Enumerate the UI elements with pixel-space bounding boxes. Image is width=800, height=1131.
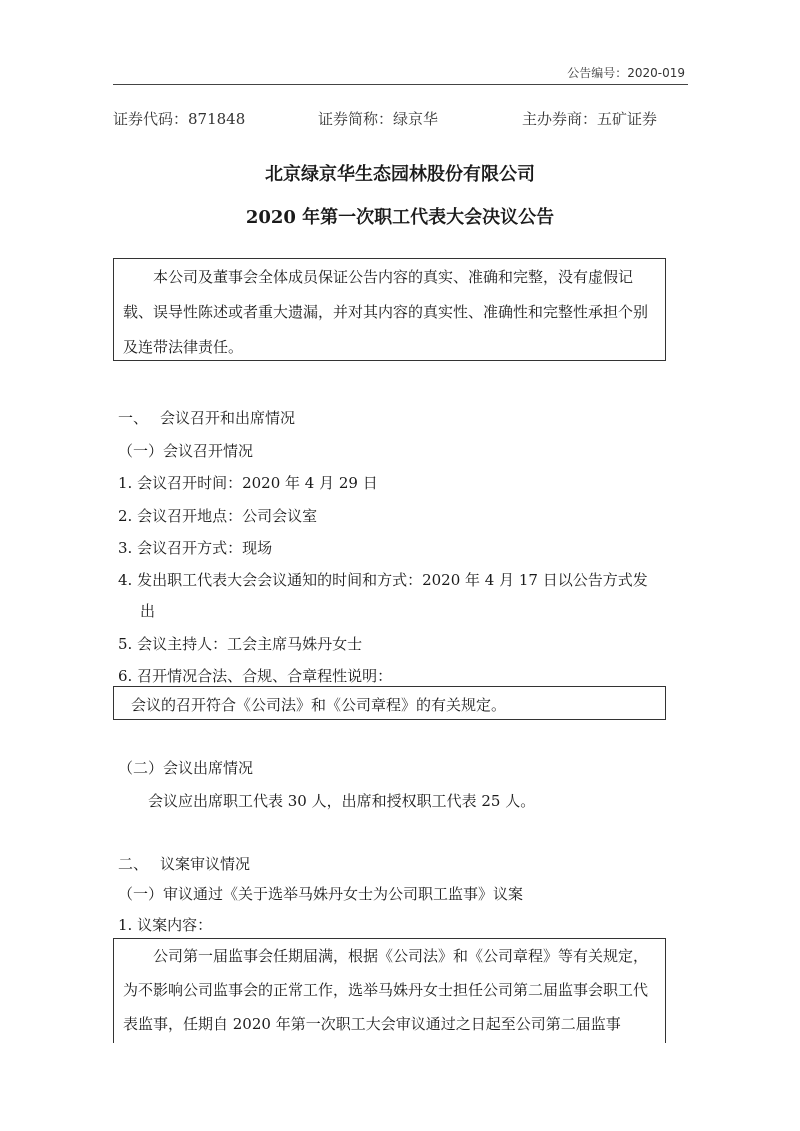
list-item: 2. 会议召开地点：公司会议室 [118,507,318,525]
disclaimer-box: 本公司及董事会全体成员保证公告内容的真实、准确和完整，没有虚假记载、误导性陈述或者重大遗漏，并对其内容的真实性、准确性和完整性承担个别及连带法律责任。 [113,258,666,361]
section2-number: 二、 [118,855,149,873]
section1-sub2: （二）会议出席情况 [118,759,254,777]
proposal-content-box: 公司第一届监事会任期届满，根据《公司法》和《公司章程》等有关规定，为不影响公司监事会的正常工作，选举马姝丹女士担任公司第二届监事会职工代表监事，任期自 2020 年第一次职工大会审议通过之日起至公司第二届监事 [113,938,666,1043]
list-item: 4. 发出职工代表大会会议通知的时间和方式：2020 年 4 月 17 日以公告方式发 [118,571,648,589]
section1-number: 一、 [118,409,149,427]
list-item: 5. 会议主持人：工会主席马姝丹女士 [118,635,363,653]
section2-heading: 议案审议情况 [160,855,251,873]
header-divider [113,84,688,85]
list-item: 3. 会议召开方式：现场 [118,539,273,557]
notice-title: 2020 年第一次职工代表大会决议公告 [245,207,555,228]
securities-code: 证券代码：871848 [113,110,246,128]
securities-broker: 主办券商：五矿证券 [522,110,658,128]
legal-compliance-box: 会议的召开符合《公司法》和《公司章程》的有关规定。 [113,686,666,720]
list-item: 6. 召开情况合法、合规、合章程性说明： [118,667,393,685]
section2-sub1: （一）审议通过《关于选举马姝丹女士为公司职工监事》议案 [118,885,524,903]
announcement-number: 公告编号：2020-019 [567,66,685,80]
securities-abbr: 证券简称：绿京华 [318,110,439,128]
company-name: 北京绿京华生态园林股份有限公司 [265,164,535,185]
list-item: 1. 会议召开时间：2020 年 4 月 29 日 [118,474,378,492]
section1-heading: 会议召开和出席情况 [160,409,296,427]
list-item-continuation: 出 [140,602,156,620]
attendance-text: 会议应出席职工代表 30 人，出席和授权职工代表 25 人。 [148,792,536,810]
section1-sub1: （一）会议召开情况 [118,442,254,460]
section2-item1: 1. 议案内容： [118,916,213,934]
